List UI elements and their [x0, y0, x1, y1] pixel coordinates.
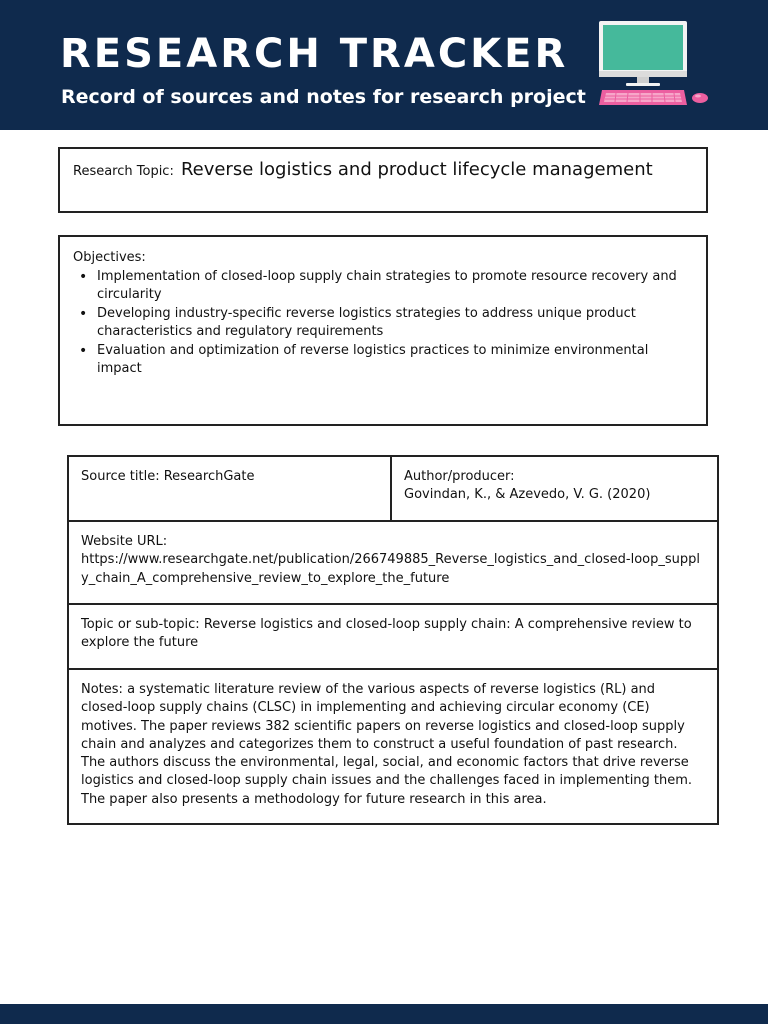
objectives-label: Objectives: [73, 250, 146, 265]
objective-item: • Evaluation and optimization of reverse logistics practices to minimize environmental impact [73, 342, 693, 379]
author-value: Govindan, K., & Azevedo, V. G. (2020) [404, 487, 651, 503]
research-topic-value: Reverse logistics and product lifecycle management [180, 159, 653, 180]
objectives-list [73, 268, 693, 378]
header-banner [0, 0, 768, 130]
topic-cell [69, 605, 717, 670]
source-table [67, 455, 719, 825]
page-subtitle: Record of sources and notes for research project [61, 86, 586, 108]
research-topic-label: Research Topic: [73, 164, 174, 179]
source-title-value: ResearchGate [163, 469, 255, 484]
author-label: Author/producer: [404, 469, 515, 484]
notes-value: a systematic literature review of the various aspects of reverse logistics (RL) and closed-loop supply chains (CLSC) in implementing and achieving circular economy (CE) motives. The paper reviews 382 scientific papers on reverse logistics and closed-loop supply chain and analyzes and categorizes them to construct a useful foundation of past research. The authors discuss the environmental, legal, social, and economic factors that drive reverse logistics and closed-loop supply chain issues and the challenges faced in implementing them. The paper also presents a methodology for future research in this area. [81, 682, 693, 807]
source-row-title-author [69, 457, 717, 522]
source-title-label: Source title: [81, 469, 160, 484]
website-url-value: https://www.researchgate.net/publication/266749885_Reverse_logistics_and_closed-loop_supply_chain_A_comprehensive_review_to_explore_the_future [81, 552, 701, 586]
author-cell [392, 457, 717, 520]
source-title-cell [69, 457, 392, 520]
objectives-box [58, 235, 708, 426]
footer-bar [0, 1004, 768, 1024]
computer-icon [596, 18, 712, 112]
website-url-label: Website URL: [81, 534, 168, 549]
objective-item: • Implementation of closed-loop supply chain strategies to promote resource recovery and circularity [73, 268, 693, 305]
objective-item: • Developing industry-specific reverse logistics strategies to address unique product characteristics and regulatory requirements [73, 305, 693, 342]
topic-value: Reverse logistics and closed-loop supply chain: A comprehensive review to explore the future [81, 617, 692, 651]
page-title: RESEARCH TRACKER [60, 31, 569, 77]
research-topic-box [58, 147, 708, 213]
website-url-cell [69, 522, 717, 605]
notes-label: Notes: [81, 682, 123, 697]
topic-label: Topic or sub-topic: [81, 617, 200, 632]
notes-cell [69, 670, 717, 823]
